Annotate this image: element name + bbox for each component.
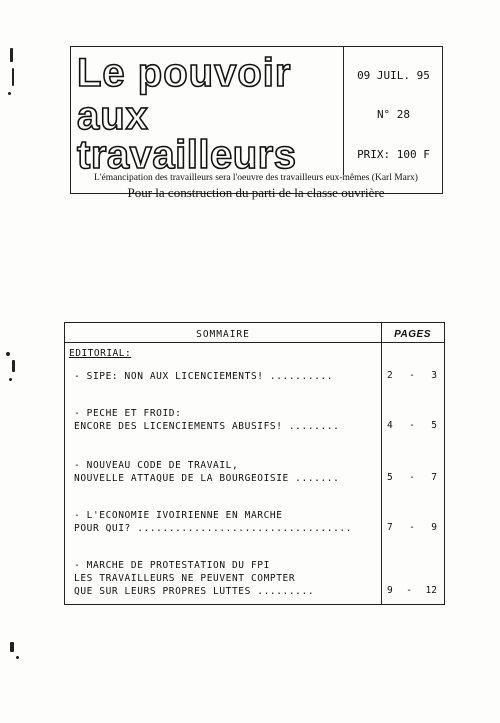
page-to: 9 (431, 522, 437, 533)
scan-mark (10, 48, 13, 62)
newspaper-title (71, 47, 343, 175)
page-to: 5 (431, 420, 437, 431)
slogan: Pour la construction du parti de la classe ouvrière (127, 185, 385, 200)
page-to: 7 (431, 472, 437, 483)
entry-line: - L'ECONOMIE IVOIRIENNE EN MARCHE (74, 510, 283, 521)
toc-pages-peche (383, 420, 443, 431)
entry-line: - PECHE ET FROID: (74, 408, 182, 419)
page-to: 12 (425, 585, 437, 596)
issue-number: N° 28 (376, 108, 411, 121)
title-line-3: travailleurs (77, 133, 297, 177)
pages-header: PAGES (394, 329, 431, 340)
toc-pages-fpi (383, 585, 443, 596)
toc-entry-economie (74, 509, 379, 535)
toc-pages-sipe (383, 370, 443, 381)
scan-mark (10, 642, 14, 652)
toc-entry-sipe (74, 370, 379, 383)
toc-pages-code-travail (383, 472, 443, 483)
issue-price: PRIX: 100 F (357, 148, 430, 161)
scan-mark (16, 656, 19, 659)
page-to: 3 (431, 370, 437, 381)
toc-entry-peche (74, 407, 379, 433)
scan-mark (12, 68, 14, 86)
tagline: L'émancipation des travailleurs sera l'oeuvre des travailleurs eux-mêmes (Karl Marx) (94, 173, 418, 183)
editorial-label: EDITORIAL: (69, 348, 132, 359)
scan-mark (12, 360, 15, 372)
toc-entry-code-travail (74, 459, 379, 485)
entry-line: QUE SUR LEURS PROPRES LUTTES ......... (74, 586, 315, 597)
table-of-contents (64, 322, 445, 605)
toc-pages-economie (383, 522, 443, 533)
entry-line: - SIPE: NON AUX LICENCIEMENTS! .......... (74, 371, 334, 382)
sommaire-header: SOMMAIRE (196, 329, 250, 340)
column-divider (381, 323, 382, 604)
page-dash: - (409, 370, 415, 381)
page-dash: - (409, 472, 415, 483)
page-dash: - (406, 585, 412, 596)
scan-mark (9, 378, 12, 381)
entry-line: LES TRAVAILLEURS NE PEUVENT COMPTER (74, 573, 296, 584)
page-dash: - (409, 522, 415, 533)
masthead (70, 46, 443, 200)
entry-line: POUR QUI? .................................. (74, 523, 353, 534)
title-line-1: Le pouvoir (77, 51, 292, 95)
toc-entry-fpi (74, 559, 379, 598)
page-from: 9 (387, 585, 393, 596)
entry-line: ENCORE DES LICENCIEMENTS ABUSIFS! ........ (74, 421, 340, 432)
page-dash: - (409, 420, 415, 431)
header-divider (65, 342, 444, 343)
entry-line: NOUVELLE ATTAQUE DE LA BOURGEOISIE ....... (74, 473, 340, 484)
entry-line: - NOUVEAU CODE DE TRAVAIL, (74, 460, 239, 471)
issue-info-box (343, 47, 442, 175)
page-from: 2 (387, 370, 393, 381)
title-line-2: aux (77, 94, 149, 138)
scan-mark (8, 92, 11, 95)
page-from: 5 (387, 472, 393, 483)
entry-line: - MARCHE DE PROTESTATION DU FPI (74, 560, 270, 571)
page-from: 7 (387, 522, 393, 533)
page-from: 4 (387, 420, 393, 431)
scan-mark (6, 352, 10, 356)
issue-date: 09 JUIL. 95 (357, 69, 430, 82)
